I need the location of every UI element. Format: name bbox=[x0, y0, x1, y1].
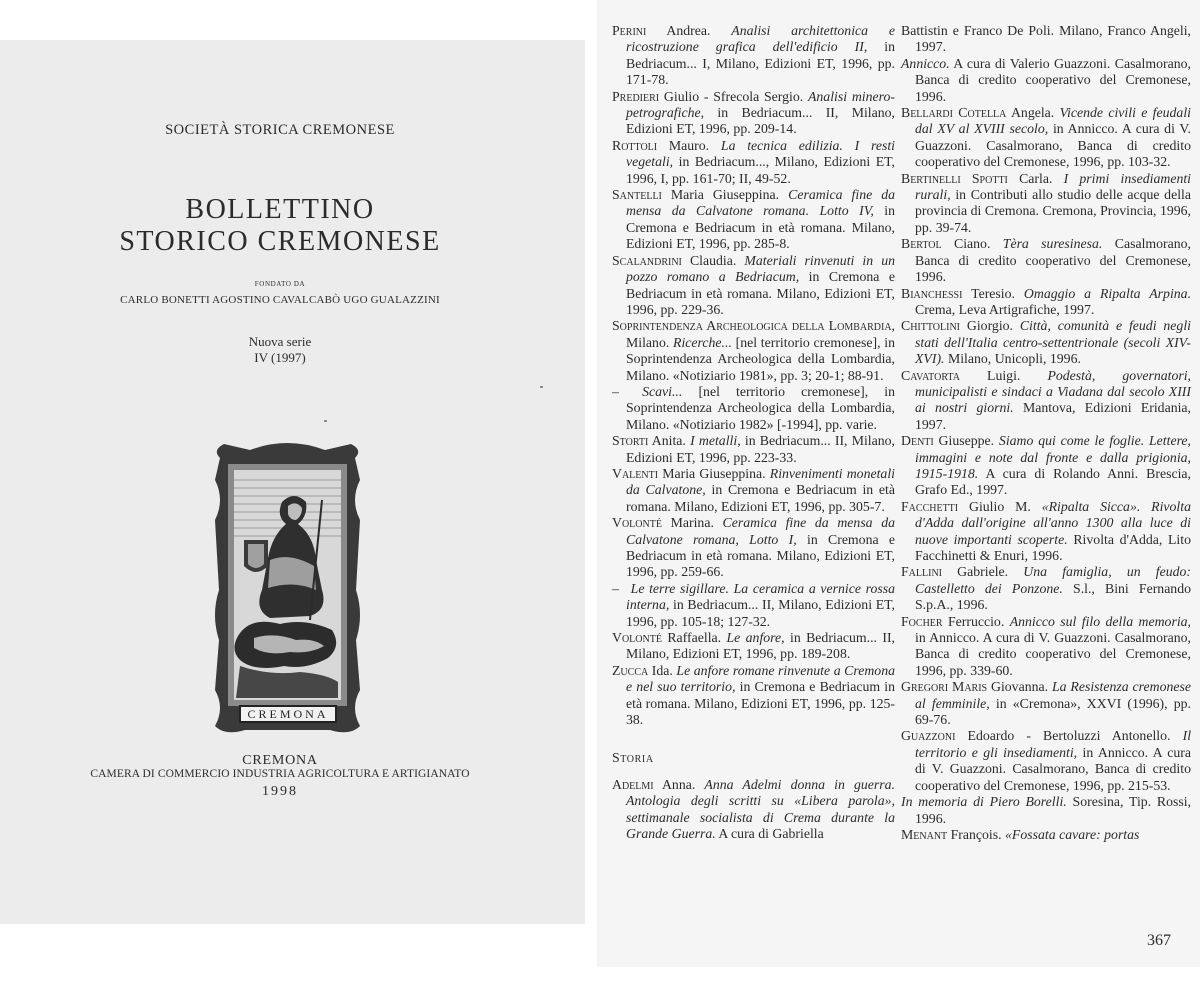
bibliography-entry bbox=[612, 515, 895, 581]
bibliography-entry bbox=[612, 433, 895, 466]
bibliography-entry bbox=[612, 581, 895, 630]
ditto-dash: – bbox=[612, 580, 619, 596]
entry-author-name: Maria Giuseppina. bbox=[662, 465, 766, 481]
bibliography-entry bbox=[901, 499, 1191, 565]
entry-list-left-continued bbox=[612, 777, 895, 843]
bibliography-entry bbox=[612, 630, 895, 663]
entry-publication: [nel territorio cremonese], in Soprintendenza Archeologica della Lombardia, Milano. «Notiziario 1981», pp. 3; 20-1; 88-91. bbox=[626, 334, 895, 383]
bibliography-page bbox=[597, 0, 1200, 967]
entry-author: Menant bbox=[901, 826, 948, 842]
volume-label: IV (1997) bbox=[254, 350, 306, 365]
entry-publication: in Bedriacum... II, Milano, Edizioni ET, 1996, pp. 189-208. bbox=[626, 630, 895, 662]
entry-title: Annicco. bbox=[901, 55, 950, 71]
bibliography-entry bbox=[612, 187, 895, 253]
entry-author-name: Gabriele. bbox=[957, 564, 1009, 580]
entry-publication: Casalmorano, Banca di credito cooperativo del Cremonese, 1996. bbox=[915, 236, 1191, 285]
entry-author: Bertol bbox=[901, 236, 942, 252]
entry-publication: Mantova, Edizioni Eridania, 1997. bbox=[915, 400, 1192, 432]
entry-author-name: Anna. bbox=[661, 776, 696, 792]
entry-title: «Fossata cavare: portas bbox=[1005, 826, 1140, 842]
entry-title: Rinvenimenti monetali da Calvatone, bbox=[626, 465, 895, 498]
entry-author: Valenti bbox=[612, 465, 659, 481]
bibliography-entry bbox=[901, 433, 1191, 499]
bibliography-entry bbox=[901, 286, 1191, 319]
entry-author-name: Ida. bbox=[651, 662, 673, 678]
entry-author: Santelli bbox=[612, 187, 662, 203]
entry-title: Le terre sigillare. La ceramica a vernice rossa interna, bbox=[626, 580, 895, 613]
entry-publication: in Bedriacum... II, Milano, Edizioni ET, 1996, pp. 105-18; 127-32. bbox=[626, 597, 895, 629]
entry-publication: in Annicco. A cura di V. Guazzoni. Casalmorano, Banca di credito cooperativo del Cremonese, 1996, pp. 215-53. bbox=[915, 744, 1191, 793]
entry-title: Tèra suresinesa. bbox=[1002, 236, 1103, 252]
entry-publication: Rivolta d'Adda, Lito Facchinetti & Enuri, 1996. bbox=[915, 531, 1191, 563]
entry-title: I metalli, bbox=[690, 433, 741, 449]
entry-author: Chittolini bbox=[901, 318, 961, 334]
entry-author: Denti bbox=[901, 433, 934, 449]
entry-author-name: Teresio. bbox=[971, 285, 1015, 301]
entry-author: Focher bbox=[901, 613, 943, 629]
entry-title: Podestà, governatori, municipalisti e sindaci a Viadana dal secolo XIII ai nostri giorni. bbox=[915, 367, 1191, 416]
entry-author-name: Giovanna. bbox=[990, 679, 1049, 695]
bibliography-entry bbox=[901, 564, 1191, 613]
entry-publication: in Cremona e Bedriacum in età romana. Milano, Edizioni ET, 1996, pp. 229-36. bbox=[626, 269, 896, 317]
entry-author-name: Claudia. bbox=[689, 252, 737, 268]
entry-title: Siamo qui come le foglie. Lettere, immagini e note dal fronte e dalla prigionia, 1915-1918. bbox=[915, 433, 1192, 481]
print-speck bbox=[324, 420, 327, 422]
entry-author-name: François. bbox=[950, 826, 1002, 842]
entry-author: Storti bbox=[612, 433, 649, 449]
entry-author: Guazzoni bbox=[901, 728, 956, 744]
page-number: 367 bbox=[1147, 932, 1171, 949]
entry-author-name: Giorgio. bbox=[966, 318, 1013, 334]
entry-title: Le anfore romane rinvenute a Cremona e nel suo territorio, bbox=[626, 662, 895, 695]
entry-publication: in Bedriacum..., Milano, Edizioni ET, 1996, I, pp. 161-70; II, 49-52. bbox=[626, 154, 895, 186]
entry-title: Materiali rinvenuti in un pozzo romano a Bedriacum, bbox=[626, 252, 896, 285]
entry-author-name: Carla. bbox=[1019, 170, 1053, 186]
bibliography-column-left bbox=[612, 23, 895, 843]
entry-author-name: Giuseppe. bbox=[938, 433, 995, 449]
entry-author: Fallini bbox=[901, 564, 942, 580]
entry-author: Zucca bbox=[612, 662, 649, 678]
entry-title: Anna Adelmi donna in guerra. Antologia degli scritti su «Libera parola», settimanale socialista di Crema durante la Grande Guerra. bbox=[626, 776, 895, 842]
bibliography-entry bbox=[901, 56, 1191, 105]
entry-title: Scavi... bbox=[642, 383, 683, 399]
entry-author: Gregori Maris bbox=[901, 679, 988, 695]
entry-publication: in «Cremona», XXVI (1996), pp. 69-76. bbox=[915, 695, 1191, 728]
entry-author-name: Milano. bbox=[626, 334, 670, 350]
bibliography-entry bbox=[612, 89, 895, 138]
bibliography-column-right bbox=[901, 23, 1191, 843]
entry-title: Ceramica fine da mensa da Calvatone romana, Lotto I, bbox=[626, 515, 896, 547]
entry-author-name: Raffaella. bbox=[667, 630, 722, 646]
bibliography-entry bbox=[901, 105, 1191, 171]
entry-title: Analisi minero-petrografiche, bbox=[626, 88, 896, 121]
bibliography-entry bbox=[901, 318, 1191, 367]
entry-title: Le anfore, bbox=[726, 630, 785, 646]
print-speck bbox=[540, 386, 543, 388]
entry-publication: Battistin e Franco De Poli. Milano, Franco Angeli, 1997. bbox=[901, 23, 1191, 55]
section-heading: Storia bbox=[612, 750, 654, 766]
emblem-label: CREMONA bbox=[247, 707, 329, 721]
entry-author-name: Ciano. bbox=[954, 236, 991, 252]
bibliography-entry bbox=[901, 236, 1191, 285]
ditto-dash: – bbox=[612, 383, 619, 399]
entry-publication: in Cremona e Bedriacum in età romana. Milano, Edizioni ET, 1996, pp. 285-8. bbox=[626, 203, 895, 252]
founded-by-label: FONDATO DA bbox=[254, 280, 306, 288]
entry-publication: Soresina, Tip. Rossi, 1996. bbox=[915, 794, 1192, 826]
entry-list-left bbox=[612, 23, 895, 728]
bibliography-entry bbox=[901, 171, 1191, 237]
society-name: SOCIETÀ STORICA CREMONESE bbox=[165, 122, 395, 138]
series-label: Nuova serie bbox=[248, 334, 312, 349]
entry-title: Ceramica fine da mensa da Calvatone romana. Lotto IV, bbox=[626, 187, 896, 219]
entry-author-name: Angela. bbox=[1010, 105, 1055, 121]
entry-publication: in Bedriacum... II, Milano, Edizioni ET, 1996, pp. 209-14. bbox=[626, 105, 896, 137]
entry-title: Il territorio e gli insediamenti, bbox=[915, 728, 1192, 760]
entry-publication: A cura di Gabriella bbox=[718, 826, 824, 842]
entry-publication: S.l., Bini Fernando S.p.A., 1996. bbox=[915, 580, 1192, 613]
entry-publication: in Annicco. A cura di V. Guazzoni. Casalmorano, Banca di credito cooperativo del Cremonese, 1996, pp. 103-32. bbox=[915, 121, 1192, 170]
entry-publication: Milano, Unicopli, 1996. bbox=[947, 351, 1081, 367]
publication-year: 1998 bbox=[262, 784, 298, 799]
entry-author-name: Edoardo - Bertoluzzi Antonello. bbox=[967, 728, 1171, 744]
entry-title: I primi insediamenti rurali, bbox=[915, 170, 1192, 203]
entry-publication: Crema, Leva Artigrafiche, 1997. bbox=[915, 301, 1095, 317]
entry-author: Perini bbox=[612, 23, 647, 38]
entry-author-name: Anita. bbox=[651, 433, 686, 449]
entry-publication: [nel territorio cremonese], in Soprintendenza Archeologica della Lombardia, Milano. «Notiziario 1982» [-1994], pp. varie. bbox=[626, 383, 895, 432]
bibliography-entry bbox=[612, 138, 895, 187]
entry-publication: in Bedriacum... I, Milano, Edizioni ET, 1996, pp. 171-78. bbox=[626, 39, 895, 88]
bibliography-entry bbox=[901, 614, 1191, 680]
journal-title-line-1: BOLLETTINO bbox=[185, 194, 375, 225]
entry-author-name: Andrea. bbox=[666, 23, 711, 38]
entry-publication: A cura di Valerio Guazzoni. Casalmorano, Banca di credito cooperativo del Cremonese, 1996. bbox=[915, 55, 1191, 104]
entry-author: Facchetti bbox=[901, 498, 959, 514]
bibliography-entry bbox=[612, 466, 895, 515]
bibliography-entry bbox=[901, 827, 1191, 843]
entry-title: Una famiglia, un feudo: Castelletto dei Ponzone. bbox=[915, 564, 1192, 596]
bibliography-entry bbox=[612, 253, 895, 319]
entry-publication: in Bedriacum... II, Milano, Edizioni ET, 1996, pp. 223-33. bbox=[626, 433, 895, 465]
entry-list-right bbox=[901, 23, 1191, 843]
entry-publication: in Cremona e Bedriacum in età romana. Milano, Edizioni ET, 1996, pp. 259-66. bbox=[626, 531, 896, 580]
journal-title-line-2: STORICO CREMONESE bbox=[119, 226, 441, 257]
bibliography-entry bbox=[901, 368, 1191, 434]
bibliography-entry bbox=[612, 663, 895, 729]
entry-author-name: Ferruccio. bbox=[947, 613, 1005, 629]
entry-publication: in Annicco. A cura di V. Guazzoni. Casalmorano, Banca di credito cooperativo del Cremonese, 1996, pp. 339-60. bbox=[915, 630, 1191, 678]
bibliography-entry bbox=[612, 384, 895, 433]
bibliography-entry bbox=[901, 794, 1191, 827]
entry-author-name: Giulio - Sfrecola Sergio. bbox=[663, 88, 804, 104]
entry-author-name: Giulio M. bbox=[968, 498, 1031, 514]
entry-title: Annicco sul filo della memoria, bbox=[1009, 613, 1192, 629]
entry-author-name: Maria Giuseppina. bbox=[670, 187, 780, 203]
title-page bbox=[0, 40, 585, 924]
entry-title: Ricerche... bbox=[673, 334, 732, 350]
entry-author: Predieri bbox=[612, 88, 660, 104]
founders-names: CARLO BONETTI AGOSTINO CAVALCABÒ UGO GUALAZZINI bbox=[120, 294, 440, 306]
entry-author: Volonté bbox=[612, 515, 662, 531]
entry-author: Bellardi Cotella bbox=[901, 105, 1007, 121]
entry-title: Vicende civili e feudali dal XV al XVIII secolo, bbox=[915, 105, 1192, 137]
entry-author: Rottoli bbox=[612, 137, 658, 153]
entry-author: Adelmi bbox=[612, 776, 654, 792]
entry-publication: in Cremona e Bedriacum in età romana. Milano, Edizioni ET, 1996, pp. 305-7. bbox=[626, 482, 896, 514]
entry-title: La Resistenza cremonese al femminile, bbox=[915, 679, 1191, 711]
publisher-name: CAMERA DI COMMERCIO INDUSTRIA AGRICOLTURA E ARTIGIANATO bbox=[90, 768, 470, 780]
entry-author: Bertinelli Spotti bbox=[901, 170, 1008, 186]
entry-author: Bianchessi bbox=[901, 285, 963, 301]
entry-author-name: Marina. bbox=[670, 515, 714, 531]
entry-author: Scalandrini bbox=[612, 252, 682, 268]
cremona-emblem-woodcut bbox=[210, 440, 365, 738]
entry-title: «Ripalta Sicca». Rivolta d'Adda dall'origine all'anno 1300 alla luce di nuove importanti scoperte. bbox=[915, 498, 1191, 547]
entry-author: Soprintendenza Archeologica della Lombardia, bbox=[612, 318, 895, 334]
entry-author-name: Mauro. bbox=[668, 137, 710, 153]
entry-author-name: Luigi. bbox=[987, 367, 1021, 383]
entry-title: La tecnica edilizia. I resti vegetali, bbox=[626, 137, 896, 170]
entry-title: Analisi architettonica e ricostruzione grafica dell'edificio II, bbox=[626, 23, 895, 55]
bibliography-entry bbox=[901, 728, 1191, 794]
bibliography-entry bbox=[612, 777, 895, 843]
entry-title: In memoria di Piero Borelli. bbox=[901, 794, 1067, 810]
publication-city: CREMONA bbox=[242, 753, 318, 768]
entry-publication: A cura di Rolando Anni. Brescia, Grafo Ed., 1997. bbox=[915, 465, 1191, 498]
entry-title: Città, comunità e feudi negli stati dell'Italia centro-settentrionale (secoli XIV-XVI). bbox=[915, 318, 1191, 367]
bibliography-entry bbox=[901, 23, 1191, 56]
entry-publication: in Cremona e Bedriacum in età romana. Milano, Edizioni ET, 1996, pp. 125-38. bbox=[626, 679, 895, 728]
bibliography-entry bbox=[612, 23, 895, 89]
entry-publication: in Contributi allo studio delle acque della provincia di Cremona. Cremona, Provincia, 1996, pp. 39-74. bbox=[915, 187, 1191, 235]
entry-author: Cavatorta bbox=[901, 367, 960, 383]
bibliography-entry bbox=[612, 318, 895, 384]
entry-author: Volonté bbox=[612, 630, 662, 646]
entry-title: Omaggio a Ripalta Arpina. bbox=[1023, 285, 1192, 301]
bibliography-entry bbox=[901, 679, 1191, 728]
